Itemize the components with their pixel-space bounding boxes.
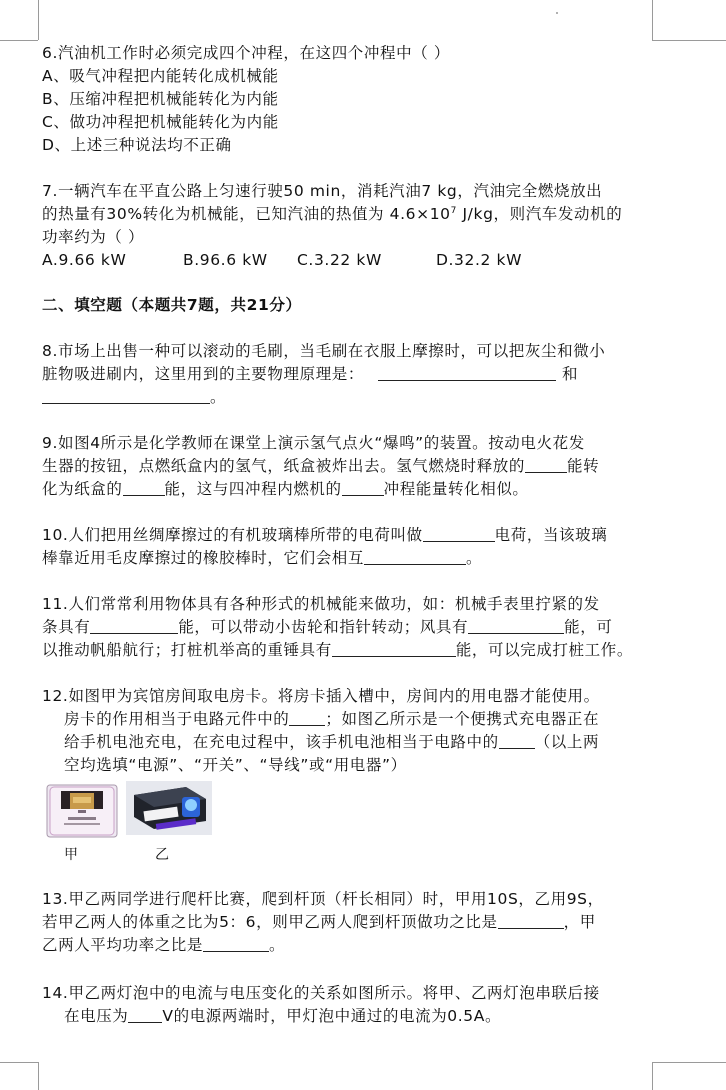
q12-line-2 [64,708,599,730]
answer-blank[interactable] [203,935,269,952]
q6-option-c: C、做功冲程把机械能转化为内能 [42,113,279,131]
q6-option-d: D、上述三种说法均不正确 [42,136,232,154]
q13-text: 若甲乙两人的体重之比为5：6，则甲乙两人爬到杆顶做功之比是 [42,913,498,931]
answer-blank[interactable] [123,479,165,496]
answer-blank[interactable] [342,479,384,496]
q13-text: 。 [269,936,286,954]
answer-blank[interactable] [128,1006,162,1023]
crop-mark [652,1062,726,1063]
answer-blank[interactable] [468,617,564,634]
q10-text: 棒靠近用毛皮摩擦过的橡胶棒时，它们会相互 [42,549,365,567]
q12-line-4: 空均选填“电源”、“开关”、“导线”或“用电器”） [64,756,407,774]
q11-text: 能，可以完成打桩工作。 [455,641,633,659]
q7-option-c: C.3.22 kW [297,251,382,269]
answer-blank[interactable] [364,548,466,565]
q9-text: 能，这与四冲程内燃机的 [164,480,342,498]
q6-stem: 6.汽油机工作时必须完成四个冲程，在这四个冲程中（ ） [42,44,450,62]
q9-text: 冲程能量转化相似。 [383,480,529,498]
q7-text: 的热量有30%转化为机械能，已知汽油的热值为 4.6×10 [42,205,451,223]
q7-line-3: 功率约为（ ） [42,228,145,246]
answer-blank[interactable] [498,912,564,929]
q11-text: 能，可 [564,618,613,636]
figure-label-yi: 乙 [155,847,169,863]
q7-line-2 [42,203,622,225]
q11-text: 以推动帆船航行；打桩机举高的重锤具有 [42,641,332,659]
q14-text: 在电压为 [64,1007,129,1025]
q6-option-a: A、吸气冲程把内能转化成机械能 [42,67,279,85]
q7-option-b: B.96.6 kW [183,251,268,269]
q11-text: 能，可以带动小齿轮和指针转动；风具有 [178,618,469,636]
q9-text: 生器的按钮，点燃纸盒内的氢气，纸盒被炸出去。氢气燃烧时释放的 [42,457,526,475]
q14-line-2 [64,1005,501,1027]
q7-option-a: A.9.66 kW [42,251,127,269]
q8-text: 脏物吸进刷内，这里用到的主要物理原理是： [42,365,365,383]
q6-option-b: B、压缩冲程把机械能转化为内能 [42,90,279,108]
crop-mark [652,0,653,40]
q10-line-1 [42,524,607,546]
q10-line-2 [42,547,482,569]
crop-mark [38,0,39,40]
answer-blank[interactable] [378,364,556,381]
q11-line-1: 11.人们常常利用物体具有各种形式的机械能来做功，如：机械手表里拧紧的发 [42,595,600,613]
q14-text: V的电源两端时，甲灯泡中通过的电流为0.5A。 [162,1007,502,1025]
q9-line-1: 9.如图4所示是化学教师在课堂上演示氢气点火“爆鸣”的装置。按动电火花发 [42,434,585,452]
exponent: 7 [450,206,457,216]
q12-text: （以上两 [534,733,600,751]
answer-blank[interactable] [42,387,210,404]
q8-text: 。 [210,388,227,406]
q12-text: 房卡的作用相当于电路元件中的 [64,710,290,728]
q10-text: 电荷，当该玻璃 [494,526,608,544]
q9-line-2 [42,455,599,477]
crop-mark [0,40,38,41]
crop-mark [652,40,726,41]
room-card-image [46,783,118,839]
q12-text: 给手机电池充电，在充电过程中，该手机电池相当于电路中的 [64,733,499,751]
q8-line-2 [42,363,578,385]
crop-mark [652,1062,653,1090]
q12-line-3 [64,731,599,753]
answer-blank[interactable] [289,709,325,726]
page-dot [556,12,558,14]
crop-mark [0,1062,38,1063]
answer-blank[interactable] [423,525,495,542]
q13-text: 乙两人平均功率之比是 [42,936,204,954]
q7-options [42,249,642,271]
q8-line-1: 8.市场上出售一种可以滚动的毛刷，当毛刷在衣服上摩擦时，可以把灰尘和微小 [42,342,606,360]
q13-line-2 [42,911,596,933]
answer-blank[interactable] [525,456,567,473]
q13-text: ，甲 [563,913,596,931]
q11-line-2 [42,616,612,638]
q10-text: 10.人们把用丝绸摩擦过的有机玻璃棒所带的电荷叫做 [42,526,423,544]
answer-blank[interactable] [332,640,456,657]
section-heading: 二、填空题（本题共7题，共21分） [42,296,302,314]
q9-line-3 [42,478,529,500]
figure-label-jia: 甲 [64,847,78,863]
q8-text: 和 [562,365,579,383]
q11-line-3 [42,639,633,661]
q13-line-1: 13.甲乙两同学进行爬杆比赛，爬到杆顶（杆长相同）时，甲用10S，乙用9S， [42,890,604,908]
q7-text: J/kg，则汽车发动机的 [456,205,623,223]
q7-option-d: D.32.2 kW [436,251,523,269]
q12-line-1: 12.如图甲为宾馆房间取电房卡。将房卡插入槽中，房间内的用电器才能使用。 [42,687,600,705]
q9-text: 化为纸盒的 [42,480,123,498]
answer-blank[interactable] [90,617,178,634]
q11-text: 条具有 [42,618,91,636]
charger-image [126,781,212,835]
crop-mark [38,1062,39,1090]
q13-line-3 [42,934,285,956]
q8-line-3 [42,386,226,408]
q10-text: 。 [466,549,483,567]
q9-text: 能转 [567,457,600,475]
q14-line-1: 14.甲乙两灯泡中的电流与电压变化的关系如图所示。将甲、乙两灯泡串联后接 [42,984,600,1002]
q7-line-1: 7.一辆汽车在平直公路上匀速行驶50 min，消耗汽油7 kg，汽油完全燃烧放出 [42,182,603,200]
q12-text: ；如图乙所示是一个便携式充电器正在 [325,710,600,728]
answer-blank[interactable] [499,732,535,749]
